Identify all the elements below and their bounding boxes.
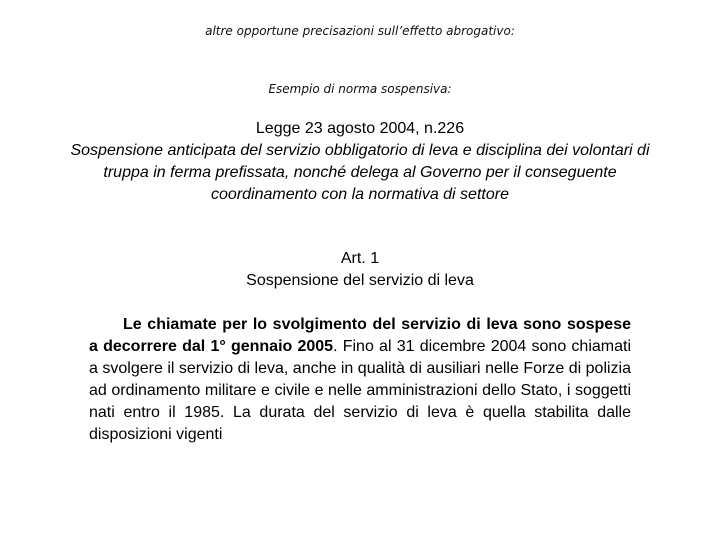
article-body (89, 314, 631, 446)
article-number: Art. 1 (340, 250, 380, 267)
intro-note: altre opportune precisazioni sull’effetto abrogativo: (205, 24, 515, 38)
law-header (60, 118, 660, 206)
law-title: Legge 23 agosto 2004, n.226 (255, 120, 465, 137)
article-rest-text: . Fino al 31 dicembre 2004 sono chiamati a svolgere il servizio di leva, anche in qualità di ausiliari nelle Forze di polizia ad ordinamento militare e civile e nelle amministrazioni dello Stato, i soggetti nati entro il 1985. La durata del servizio di leva è quella stabilita dalle disposizioni vigenti (89, 338, 631, 443)
law-subtitle: Sospensione anticipata del servizio obbligatorio di leva e disciplina dei volontari di truppa in ferma prefissata, nonché delega al Governo per il conseguente coordinamento con la normativa di settore (70, 142, 650, 203)
article-header (60, 248, 660, 292)
article-heading: Sospensione del servizio di leva (246, 272, 474, 289)
example-label: Esempio di norma sospensiva: (268, 82, 452, 96)
article-bold-text: Le chiamate per lo svolgimento del servizio di leva sono sospese a decorrere dal 1° gennaio 2005 (89, 316, 631, 355)
